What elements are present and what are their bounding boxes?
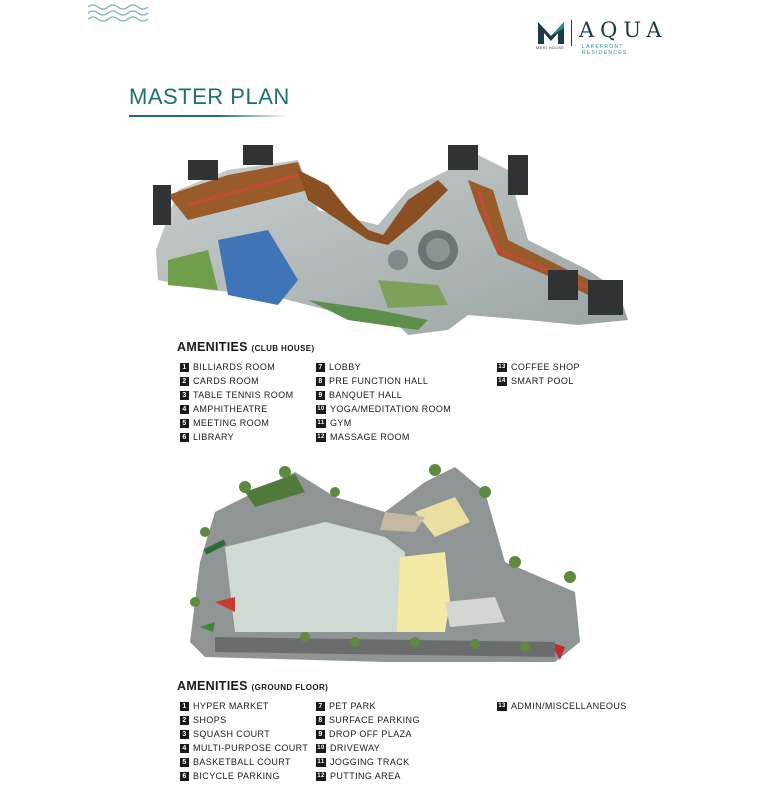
club-house-subheading: (CLUB HOUSE) [251, 344, 315, 353]
item-number-badge: 12 [317, 433, 325, 440]
item-number-badge: 3 [180, 391, 189, 400]
item-label: CARDS ROOM [193, 376, 260, 386]
item-number-badge: 13 [498, 363, 506, 370]
item-label: ADMIN/MISCELLANEOUS [511, 701, 627, 711]
list-item [180, 374, 293, 388]
brand-wordmark: AQUA [579, 18, 668, 42]
club-house-list-col-3 [497, 360, 580, 388]
item-label: GYM [330, 418, 352, 428]
item-number-badge: 1 [180, 702, 189, 711]
list-item [180, 699, 308, 713]
logo-divider [571, 20, 572, 46]
item-label: SURFACE PARKING [329, 715, 420, 725]
item-number-badge: 8 [316, 377, 325, 386]
list-item [497, 699, 627, 713]
item-label: LOBBY [329, 362, 362, 372]
item-number-badge: 8 [316, 716, 325, 725]
list-item [180, 430, 293, 444]
item-number-badge: 6 [180, 433, 189, 442]
brand-logo [536, 18, 668, 56]
item-label: DRIVEWAY [330, 743, 381, 753]
item-label: AMPHITHEATRE [193, 404, 268, 414]
item-label: SMART POOL [511, 376, 574, 386]
item-number-badge: 9 [316, 391, 325, 400]
item-number-badge: 13 [498, 702, 506, 709]
item-label: MULTI-PURPOSE COURT [193, 743, 309, 753]
item-label: BICYCLE PARKING [193, 771, 280, 781]
monogram-subtext: MERI HOUSE [536, 45, 565, 50]
item-number-badge: 12 [317, 772, 325, 779]
item-number-badge: 4 [180, 405, 189, 414]
title-underline [129, 115, 289, 117]
list-item [316, 727, 420, 741]
item-number-badge: 10 [317, 744, 325, 751]
item-number-badge: 5 [180, 419, 189, 428]
item-label: MEETING ROOM [193, 418, 270, 428]
ground-floor-list-col-3 [497, 699, 627, 713]
list-item [316, 360, 451, 374]
club-house-heading-text: AMENITIES [177, 340, 248, 354]
list-item [180, 388, 293, 402]
item-label: JOGGING TRACK [330, 757, 410, 767]
item-number-badge: 2 [180, 377, 189, 386]
list-item [180, 360, 293, 374]
list-item [316, 769, 420, 783]
list-item [180, 727, 308, 741]
item-label: HYPER MARKET [193, 701, 269, 711]
ground-floor-list-col-1 [180, 699, 308, 783]
list-item [497, 360, 580, 374]
item-number-badge: 14 [498, 377, 506, 384]
list-item [180, 713, 308, 727]
item-number-badge: 4 [180, 744, 189, 753]
list-item [316, 402, 451, 416]
item-label: SHOPS [193, 715, 227, 725]
ground-floor-heading-text: AMENITIES [177, 679, 248, 693]
list-item [316, 416, 451, 430]
item-label: PET PARK [329, 701, 376, 711]
list-item [316, 755, 420, 769]
list-item [180, 402, 293, 416]
item-label: BASKETBALL COURT [193, 757, 291, 767]
list-item [180, 416, 293, 430]
club-house-amenities-heading [177, 340, 315, 354]
waves-icon [86, 2, 154, 26]
ground-floor-amenities-heading [177, 679, 328, 693]
item-label: SQUASH COURT [193, 729, 271, 739]
item-label: COFFEE SHOP [511, 362, 580, 372]
ground-floor-plan-image [185, 452, 585, 674]
club-house-plan-image [148, 130, 636, 345]
list-item [316, 713, 420, 727]
item-label: TABLE TENNIS ROOM [193, 390, 294, 400]
item-number-badge: 2 [180, 716, 189, 725]
ground-floor-list-col-2 [316, 699, 420, 783]
item-label: YOGA/MEDITATION ROOM [330, 404, 452, 414]
item-label: MASSAGE ROOM [330, 432, 410, 442]
item-number-badge: 10 [317, 405, 325, 412]
list-item [316, 388, 451, 402]
item-number-badge: 3 [180, 730, 189, 739]
club-house-list-col-1 [180, 360, 293, 444]
list-item [316, 741, 420, 755]
item-number-badge: 11 [317, 419, 325, 426]
item-label: BILLIARDS ROOM [193, 362, 276, 372]
list-item [180, 755, 308, 769]
list-item [497, 374, 580, 388]
item-number-badge: 6 [180, 772, 189, 781]
item-number-badge: 5 [180, 758, 189, 767]
item-number-badge: 7 [316, 702, 325, 711]
list-item [316, 430, 451, 444]
item-number-badge: 1 [180, 363, 189, 372]
ground-floor-subheading: (GROUND FLOOR) [251, 683, 329, 692]
item-number-badge: 7 [316, 363, 325, 372]
item-label: PRE FUNCTION HALL [329, 376, 429, 386]
brand-tagline: LAKEFRONT RESIDENCES [582, 44, 628, 56]
monogram-m-icon [536, 18, 566, 48]
club-house-list-col-2 [316, 360, 451, 444]
item-label: LIBRARY [193, 432, 235, 442]
list-item [316, 374, 451, 388]
item-label: BANQUET HALL [329, 390, 403, 400]
item-number-badge: 11 [317, 758, 325, 765]
list-item [180, 769, 308, 783]
item-label: PUTTING AREA [330, 771, 401, 781]
list-item [180, 741, 308, 755]
page-title: MASTER PLAN [129, 84, 290, 109]
item-label: DROP OFF PLAZA [329, 729, 412, 739]
item-number-badge: 9 [316, 730, 325, 739]
list-item [316, 699, 420, 713]
